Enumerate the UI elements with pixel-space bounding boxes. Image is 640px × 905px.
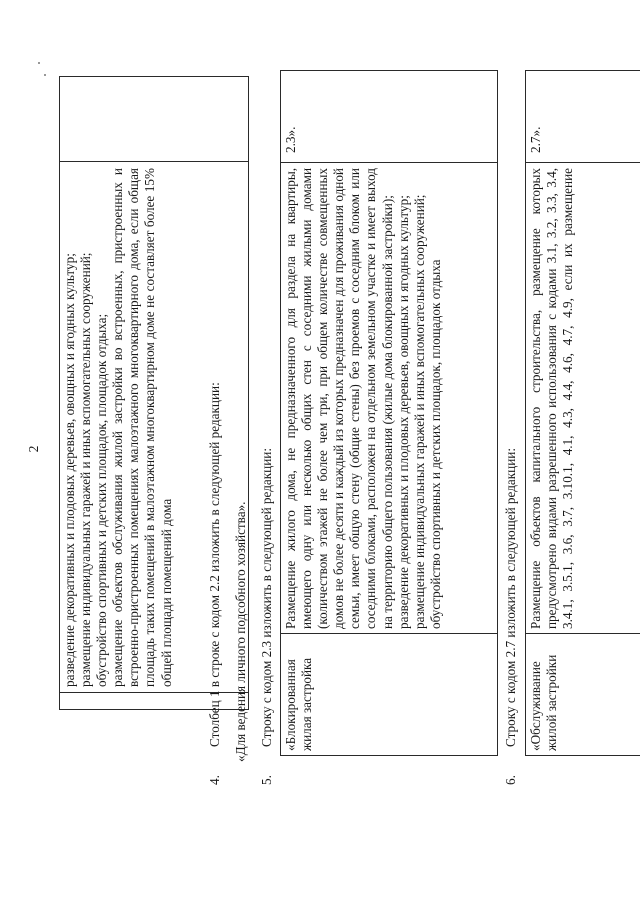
- page-number: 2: [26, 445, 41, 453]
- row-2-3-code: 2.3».: [283, 126, 298, 153]
- paragraph: размещение индивидуальных гаражей и иных вспомогательных сооружений;: [411, 194, 427, 629]
- item-number: 5.: [259, 775, 274, 785]
- item-text: Строку с кодом 2.7 изложить в следующей редакции:: [503, 447, 518, 747]
- table-continuation-description: [62, 168, 175, 687]
- paragraph: разведение декоративных и плодовых деревьев, овощных и ягодных культур;: [62, 253, 77, 687]
- paragraph: разведение декоративных и плодовых деревьев, овощных и ягодных культур;: [395, 195, 411, 629]
- table-row-2-3: [280, 70, 498, 756]
- paragraph: размещение индивидуальных гаражей и иных вспомогательных сооружений;: [78, 252, 94, 687]
- item-text: Столбец 1 в строке с кодом 2.2 изложить в следующей редакции:: [207, 382, 222, 747]
- text-line: 3.4.1, 3.5.1, 3.6, 3.7, 3.10.1, 4.1, 4.3, 4.4, 4.6, 4.7, 4.9, если их размещение: [560, 168, 576, 629]
- table-row-2-7: [525, 70, 640, 756]
- row-2-7-code: 2.7».: [528, 126, 543, 153]
- item-6: [503, 448, 519, 785]
- item-text: Строку с кодом 2.3 изложить в следующей редакции:: [259, 447, 274, 747]
- text-line: предусмотрено видами разрешенного использования с кодами 3.1, 3.2, 3.3, 3.4,: [544, 168, 560, 629]
- row-2-3-description: [283, 168, 444, 629]
- paragraph: Размещение жилого дома, не предназначенного для раздела на квартиры, имеющего одну или несколько общих стен с соседними жилыми домами (количеством этажей не более чем три, при общем количестве совмещенных домов не более десяти и каждый из которых предназначен для проживания одной семьи, имеет общую стену (общие стены) без проемов с соседним блоком или соседними блоками, расположен на отдельном земельном участке и имеет выход на территорию общего пользования (жилые дома блокированной застройки);: [283, 168, 395, 629]
- row-2-3-name: «Блокированная жилая застройка: [283, 657, 315, 751]
- paragraph: размещение объектов обслуживания жилой застройки во встроенных, пристроенных и встроенно-пристроенных помещениях малоэтажного многоквартирного дома, если общая площадь таких помещений в малоэтажном многоквартирном доме не составляет более 15% общей площади помещений дома: [110, 168, 174, 687]
- item-number: 6.: [503, 775, 518, 785]
- paragraph: обустройство спортивных и детских площадок, площадок отдыха: [427, 259, 443, 629]
- row-2-7-description: [528, 168, 576, 629]
- item-4: [207, 382, 223, 785]
- paragraph: обустройство спортивных и детских площадок, площадок отдыха;: [94, 313, 110, 687]
- text-line: Размещение объектов капитального строительства, размещение которых: [528, 168, 543, 629]
- item-4-quote: «Для ведения личного подсобного хозяйства».: [233, 501, 248, 762]
- row-2-7-name: «Обслуживание жилой застройки: [528, 654, 560, 751]
- item-5: [259, 448, 275, 785]
- item-number: 4.: [207, 775, 222, 785]
